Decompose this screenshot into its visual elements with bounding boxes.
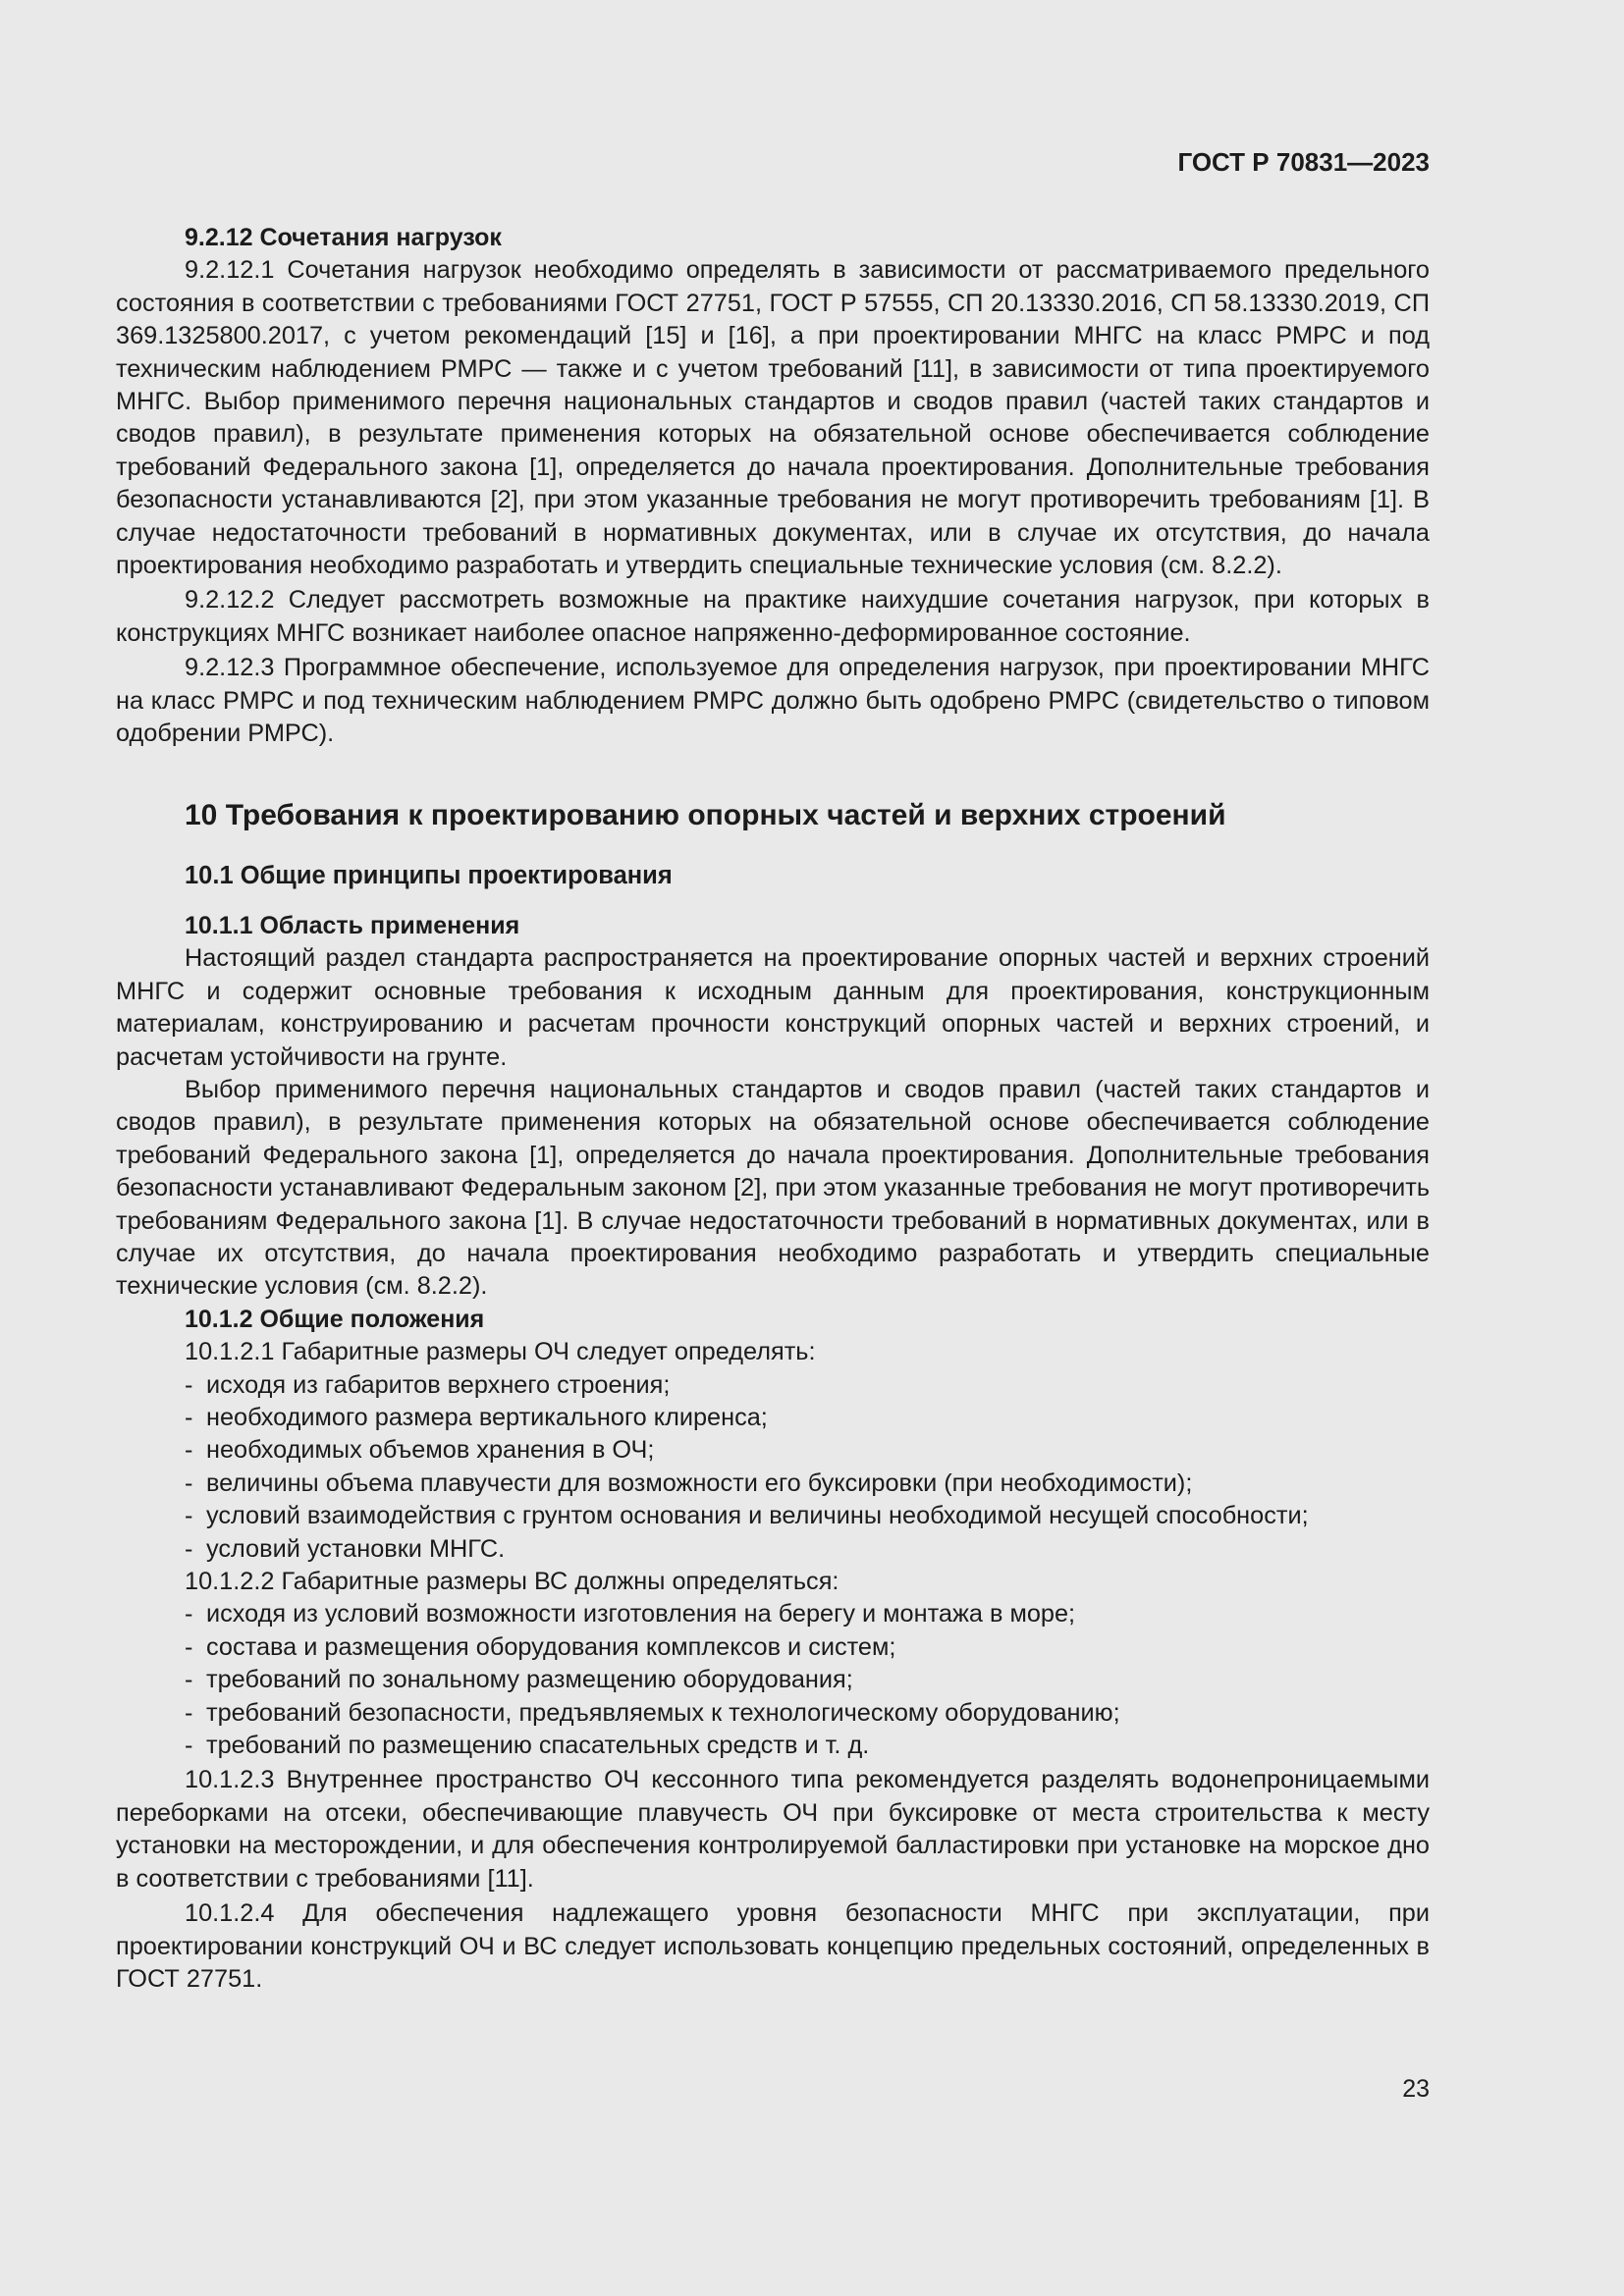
paragraph-10-1-2-3: 10.1.2.3 Внутреннее пространство ОЧ кессонного типа рекомендуется разделять водонепроницаемыми переборками на отсеки, обеспечивающие плавучесть ОЧ при буксировке от места строительства к месту установки на месторождении, и для обеспечения контролируемой балластировки при установке на морское дно в соответствии с требованиями [11]. <box>116 1766 1430 1893</box>
item-10-1-2-2: 10.1.2.2 Габаритные размеры ВС должны определяться: <box>185 1568 839 1596</box>
list-item: - условий установки МНГС. <box>185 1534 506 1563</box>
paragraph-9-2-12-2: 9.2.12.2 Следует рассмотреть возможные на практике наихудшие сочетания нагрузок, при которых в конструкциях МНГС возникает наиболее опасное напряженно-деформированное состояние. <box>116 586 1430 647</box>
section-10-1-title: 10.1 Общие принципы проектирования <box>185 861 673 889</box>
list-vs-dimensions <box>116 1598 1430 1762</box>
paragraph-10-1-2-4: 10.1.2.4 Для обеспечения надлежащего уровня безопасности МНГС при эксплуатации, при проектировании конструкций ОЧ и ВС следует использовать концепцию предельных состояний, определенных в ГОСТ 27751. <box>116 1899 1430 1993</box>
list-item: - необходимых объемов хранения в ОЧ; <box>185 1436 655 1465</box>
paragraph-9-2-12-1: 9.2.12.1 Сочетания нагрузок необходимо определять в зависимости от рассматриваемого предельного состояния в соответствии с требованиями ГОСТ 27751, ГОСТ Р 57555, СП 20.13330.2016, СП 58.13330.2019, СП 369.1325800.2017, с учетом рекомендаций [15] и [16], а при проектировании МНГС на класс РМРС и под техническим наблюдением РМРС — также и с учетом требований [11], в зависимости от типа проектируемого МНГС. Выбор применимого перечня национальных стандартов и сводов правил (частей таких стандартов и сводов правил), в результате применения которых на обязательной основе обеспечивается соблюдение требований Федерального закона [1], определяется до начала проектирования. Дополнительные требования безопасности устанавливаются [2], при этом указанные требования не могут противоречить требованиям [1]. В случае недостаточности требований в нормативных документах, или в случае их отсутствия, до начала проектирования необходимо разработать и утвердить специальные технические условия (см. 8.2.2). <box>116 256 1430 580</box>
paragraph-10-1-1-a: Настоящий раздел стандарта распространяется на проектирование опорных частей и верхних строений МНГС и содержит основные требования к исходным данным для проектирования, конструкционным материалам, конструированию и расчетам прочности конструкций опорных частей и верхних строений, и расчетам устойчивости на грунте. <box>116 944 1430 1071</box>
list-item: - состава и размещения оборудования комплексов и систем; <box>185 1632 896 1661</box>
list-item: - исходя из габаритов верхнего строения; <box>185 1370 671 1399</box>
list-item: - требований по зональному размещению оборудования; <box>185 1666 853 1694</box>
page-content <box>116 222 1430 1996</box>
section-10-1-1-title: 10.1.1 Область применения <box>185 911 520 939</box>
paragraph-10-1-1-b: Выбор применимого перечня национальных стандартов и сводов правил (частей таких стандартов и сводов правил), в результате применения которых на обязательной основе обеспечивается соблюдение требований Федерального закона [1], определяется до начала проектирования. Дополнительные требования безопасности устанавливают Федеральным законом [2], при этом указанные требования не могут противоречить требованиям Федерального закона [1]. В случае недостаточности требований в нормативных документах, или в случае их отсутствия, до начала проектирования необходимо разработать и утвердить специальные технические условия (см. 8.2.2). <box>116 1075 1431 1301</box>
list-item: - требований безопасности, предъявляемых к технологическому оборудованию; <box>185 1698 1120 1727</box>
list-item: - исходя из условий возможности изготовления на берегу и монтажа в море; <box>185 1600 1076 1629</box>
list-item: - требований по размещению спасательных средств и т. д. <box>185 1732 870 1760</box>
item-10-1-2-1: 10.1.2.1 Габаритные размеры ОЧ следует определять: <box>185 1338 816 1366</box>
section-9-2-12-title: 9.2.12 Сочетания нагрузок <box>185 224 502 251</box>
section-10-title: 10 Требования к проектированию опорных частей и верхних строений <box>185 798 1226 831</box>
list-och-dimensions <box>116 1369 1430 1566</box>
section-10-1-2-title: 10.1.2 Общие положения <box>185 1305 485 1333</box>
list-item: - величины объема плавучести для возможности его буксировки (при необходимости); <box>185 1468 1193 1497</box>
list-item: - необходимого размера вертикального клиренса; <box>185 1404 768 1431</box>
list-item: - условий взаимодействия с грунтом основания и величины необходимой несущей способности; <box>185 1502 1309 1530</box>
document-code: ГОСТ Р 70831—2023 <box>1177 147 1430 177</box>
page-number: 23 <box>1402 2075 1430 2103</box>
paragraph-9-2-12-3: 9.2.12.3 Программное обеспечение, используемое для определения нагрузок, при проектировании МНГС на класс РМРС и под техническим наблюдением РМРС должно быть одобрено РМРС (свидетельство о типовом одобрении РМРС). <box>116 654 1430 748</box>
